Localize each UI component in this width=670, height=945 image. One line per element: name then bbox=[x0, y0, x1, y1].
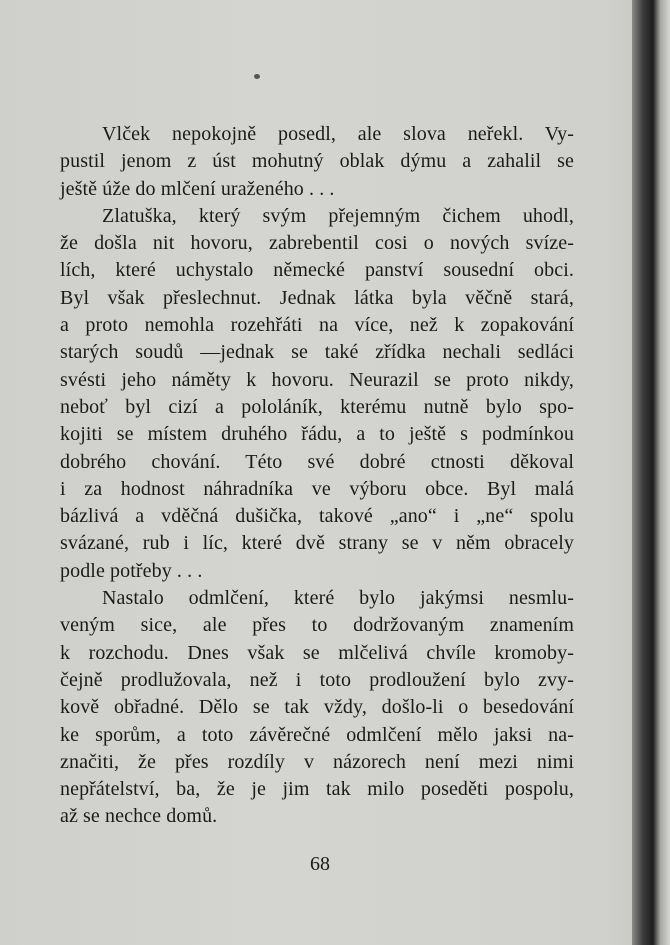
text-line: kově obřadné. Dělo se tak vždy, došlo-li o besedování bbox=[60, 696, 574, 719]
text-line: starých soudů —jednak se také zřídka nechali sedláci bbox=[60, 341, 574, 364]
text-line: Zlatuška, který svým přejemným čichem uhodl, bbox=[102, 204, 574, 227]
text-line: lích, které uchystalo německé panství sousední obci. bbox=[60, 259, 574, 282]
text-line: Vlček nepokojně posedl, ale slova neřekl. Vy- bbox=[102, 123, 574, 145]
text-line: bázlivá a vděčná dušička, takové „ano“ i „ne“ spolu bbox=[60, 505, 574, 528]
text-line: značiti, že přes rozdíly v názorech není mezi nimi bbox=[60, 750, 574, 773]
text-line: ještě úže do mlčení uraženého . . . bbox=[60, 177, 335, 200]
body-text bbox=[60, 121, 574, 831]
book-gutter-shadow bbox=[632, 0, 670, 945]
text-line: až se nechce domů. bbox=[60, 805, 218, 828]
ink-speck bbox=[254, 74, 260, 79]
text-line: pustil jenom z úst mohutný oblak dýmu a zahalil se bbox=[60, 150, 574, 173]
page-number: 68 bbox=[310, 853, 330, 875]
text-line: neboť byl cizí a pololáník, kterému nutně bylo spo- bbox=[60, 395, 574, 418]
text-line: veným sice, ale přes to dodržovaným znamením bbox=[60, 614, 574, 637]
text-line: dobrého chování. Této své dobré ctnosti děkoval bbox=[60, 450, 574, 473]
text-line: Nastalo odmlčení, které bylo jakýmsi nesmlu- bbox=[102, 587, 574, 610]
text-line: podle potřeby . . . bbox=[60, 559, 203, 582]
text-line: kojiti se místem druhého řádu, a to ještě s podmínkou bbox=[60, 423, 574, 446]
text-line: k rozchodu. Dnes však se mlčelivá chvíle kromoby- bbox=[60, 641, 574, 664]
text-line: Byl však přeslechnut. Jednak látka byla věčně stará, bbox=[60, 286, 574, 309]
text-line: že došla nit hovoru, zabrebentil cosi o nových svíze- bbox=[60, 232, 574, 255]
text-line: čejně prodlužovala, než i toto prodloužení bylo zvy- bbox=[60, 668, 574, 691]
text-line: svésti jeho náměty k hovoru. Neurazil se proto nikdy, bbox=[60, 368, 574, 391]
text-line: a proto nemohla rozehřáti na více, než k zopakování bbox=[60, 314, 574, 337]
text-line: nepřátelství, ba, že je jim tak milo poseděti pospolu, bbox=[60, 778, 574, 801]
text-line: i za hodnost náhradníka ve výboru obce. Byl malá bbox=[60, 477, 574, 500]
text-line: ke sporům, a toto závěrečné odmlčení mělo jaksi na- bbox=[60, 723, 574, 746]
text-line: svázané, rub i líc, které dvě strany se v něm obracely bbox=[60, 532, 574, 555]
